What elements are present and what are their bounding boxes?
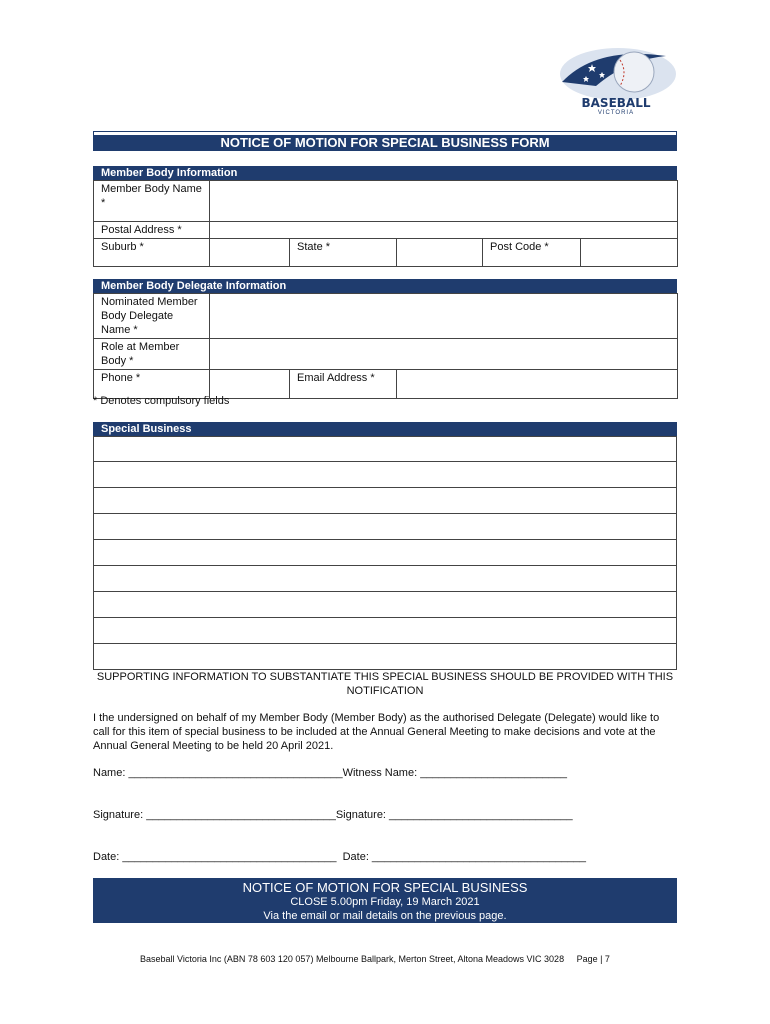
compulsory-note: * Denotes compulsory fields: [93, 395, 230, 407]
date-line[interactable]: Date: ___________________________________ Date: ___________________________________: [93, 851, 587, 863]
declaration-text: I the undersigned on behalf of my Member Body (Member Body) as the authorised Delegate (Delegate) would like to call for this item of special business to be included at the Annual General Meeting to make decisions and vote at the Annual General Meeting to be held 20 April 2021.: [93, 712, 660, 752]
closing-deadline: CLOSE 5.00pm Friday, 19 March 2021: [290, 896, 480, 908]
phone-label: Phone *: [94, 370, 210, 399]
special-business-line[interactable]: [93, 462, 677, 488]
special-business-lines: [93, 436, 677, 670]
logo-title: BASEBALL: [581, 96, 651, 110]
form-title: NOTICE OF MOTION FOR SPECIAL BUSINESS FORM: [94, 135, 676, 150]
name-witness-line[interactable]: Name: ___________________________________Witness Name: ________________________: [93, 767, 568, 779]
closing-title: NOTICE OF MOTION FOR SPECIAL BUSINESS: [242, 880, 528, 895]
signature-line[interactable]: Signature: _______________________________Signature: ______________________________: [93, 809, 573, 821]
postal-address-field[interactable]: [210, 222, 678, 239]
special-business-line[interactable]: [93, 488, 677, 514]
special-business-line[interactable]: [93, 592, 677, 618]
special-business-line[interactable]: [93, 566, 677, 592]
delegate-header: Member Body Delegate Information: [93, 279, 677, 293]
special-business-header: Special Business: [93, 422, 677, 436]
state-field[interactable]: [397, 239, 483, 267]
role-label: Role at Member Body *: [94, 339, 210, 370]
logo-subtitle: VICTORIA: [597, 110, 635, 116]
member-body-header: Member Body Information: [93, 166, 677, 180]
special-business-line[interactable]: [93, 514, 677, 540]
member-body-name-field[interactable]: [210, 181, 678, 222]
closing-via: Via the email or mail details on the previous page.: [263, 910, 507, 922]
delegate-name-label: Nominated Member Body Delegate Name *: [94, 294, 210, 339]
delegate-name-field[interactable]: [210, 294, 678, 339]
special-business-line[interactable]: [93, 436, 677, 462]
email-label: Email Address *: [290, 370, 397, 399]
suburb-field[interactable]: [210, 239, 290, 267]
post-code-label: Post Code *: [483, 239, 581, 267]
special-business-line[interactable]: [93, 618, 677, 644]
email-field[interactable]: [397, 370, 678, 399]
member-body-name-label: Member Body Name *: [94, 181, 210, 222]
closing-notice-box: [93, 878, 677, 923]
postal-address-label: Postal Address *: [94, 222, 210, 239]
supporting-info-note: SUPPORTING INFORMATION TO SUBSTANTIATE THIS SPECIAL BUSINESS SHOULD BE PROVIDED WITH THIS NOTIFICATION: [96, 671, 674, 697]
form-title-bar: [93, 131, 677, 151]
suburb-label: Suburb *: [94, 239, 210, 267]
delegate-table: [93, 293, 678, 399]
member-body-table: [93, 180, 678, 267]
role-field[interactable]: [210, 339, 678, 370]
state-label: State *: [290, 239, 397, 267]
page-footer: Baseball Victoria Inc (ABN 78 603 120 057) Melbourne Ballpark, Merton Street, Altona Meadows VIC 3028 Page | 7: [140, 954, 610, 964]
special-business-line[interactable]: [93, 644, 677, 670]
post-code-field[interactable]: [581, 239, 678, 267]
special-business-line[interactable]: [93, 540, 677, 566]
